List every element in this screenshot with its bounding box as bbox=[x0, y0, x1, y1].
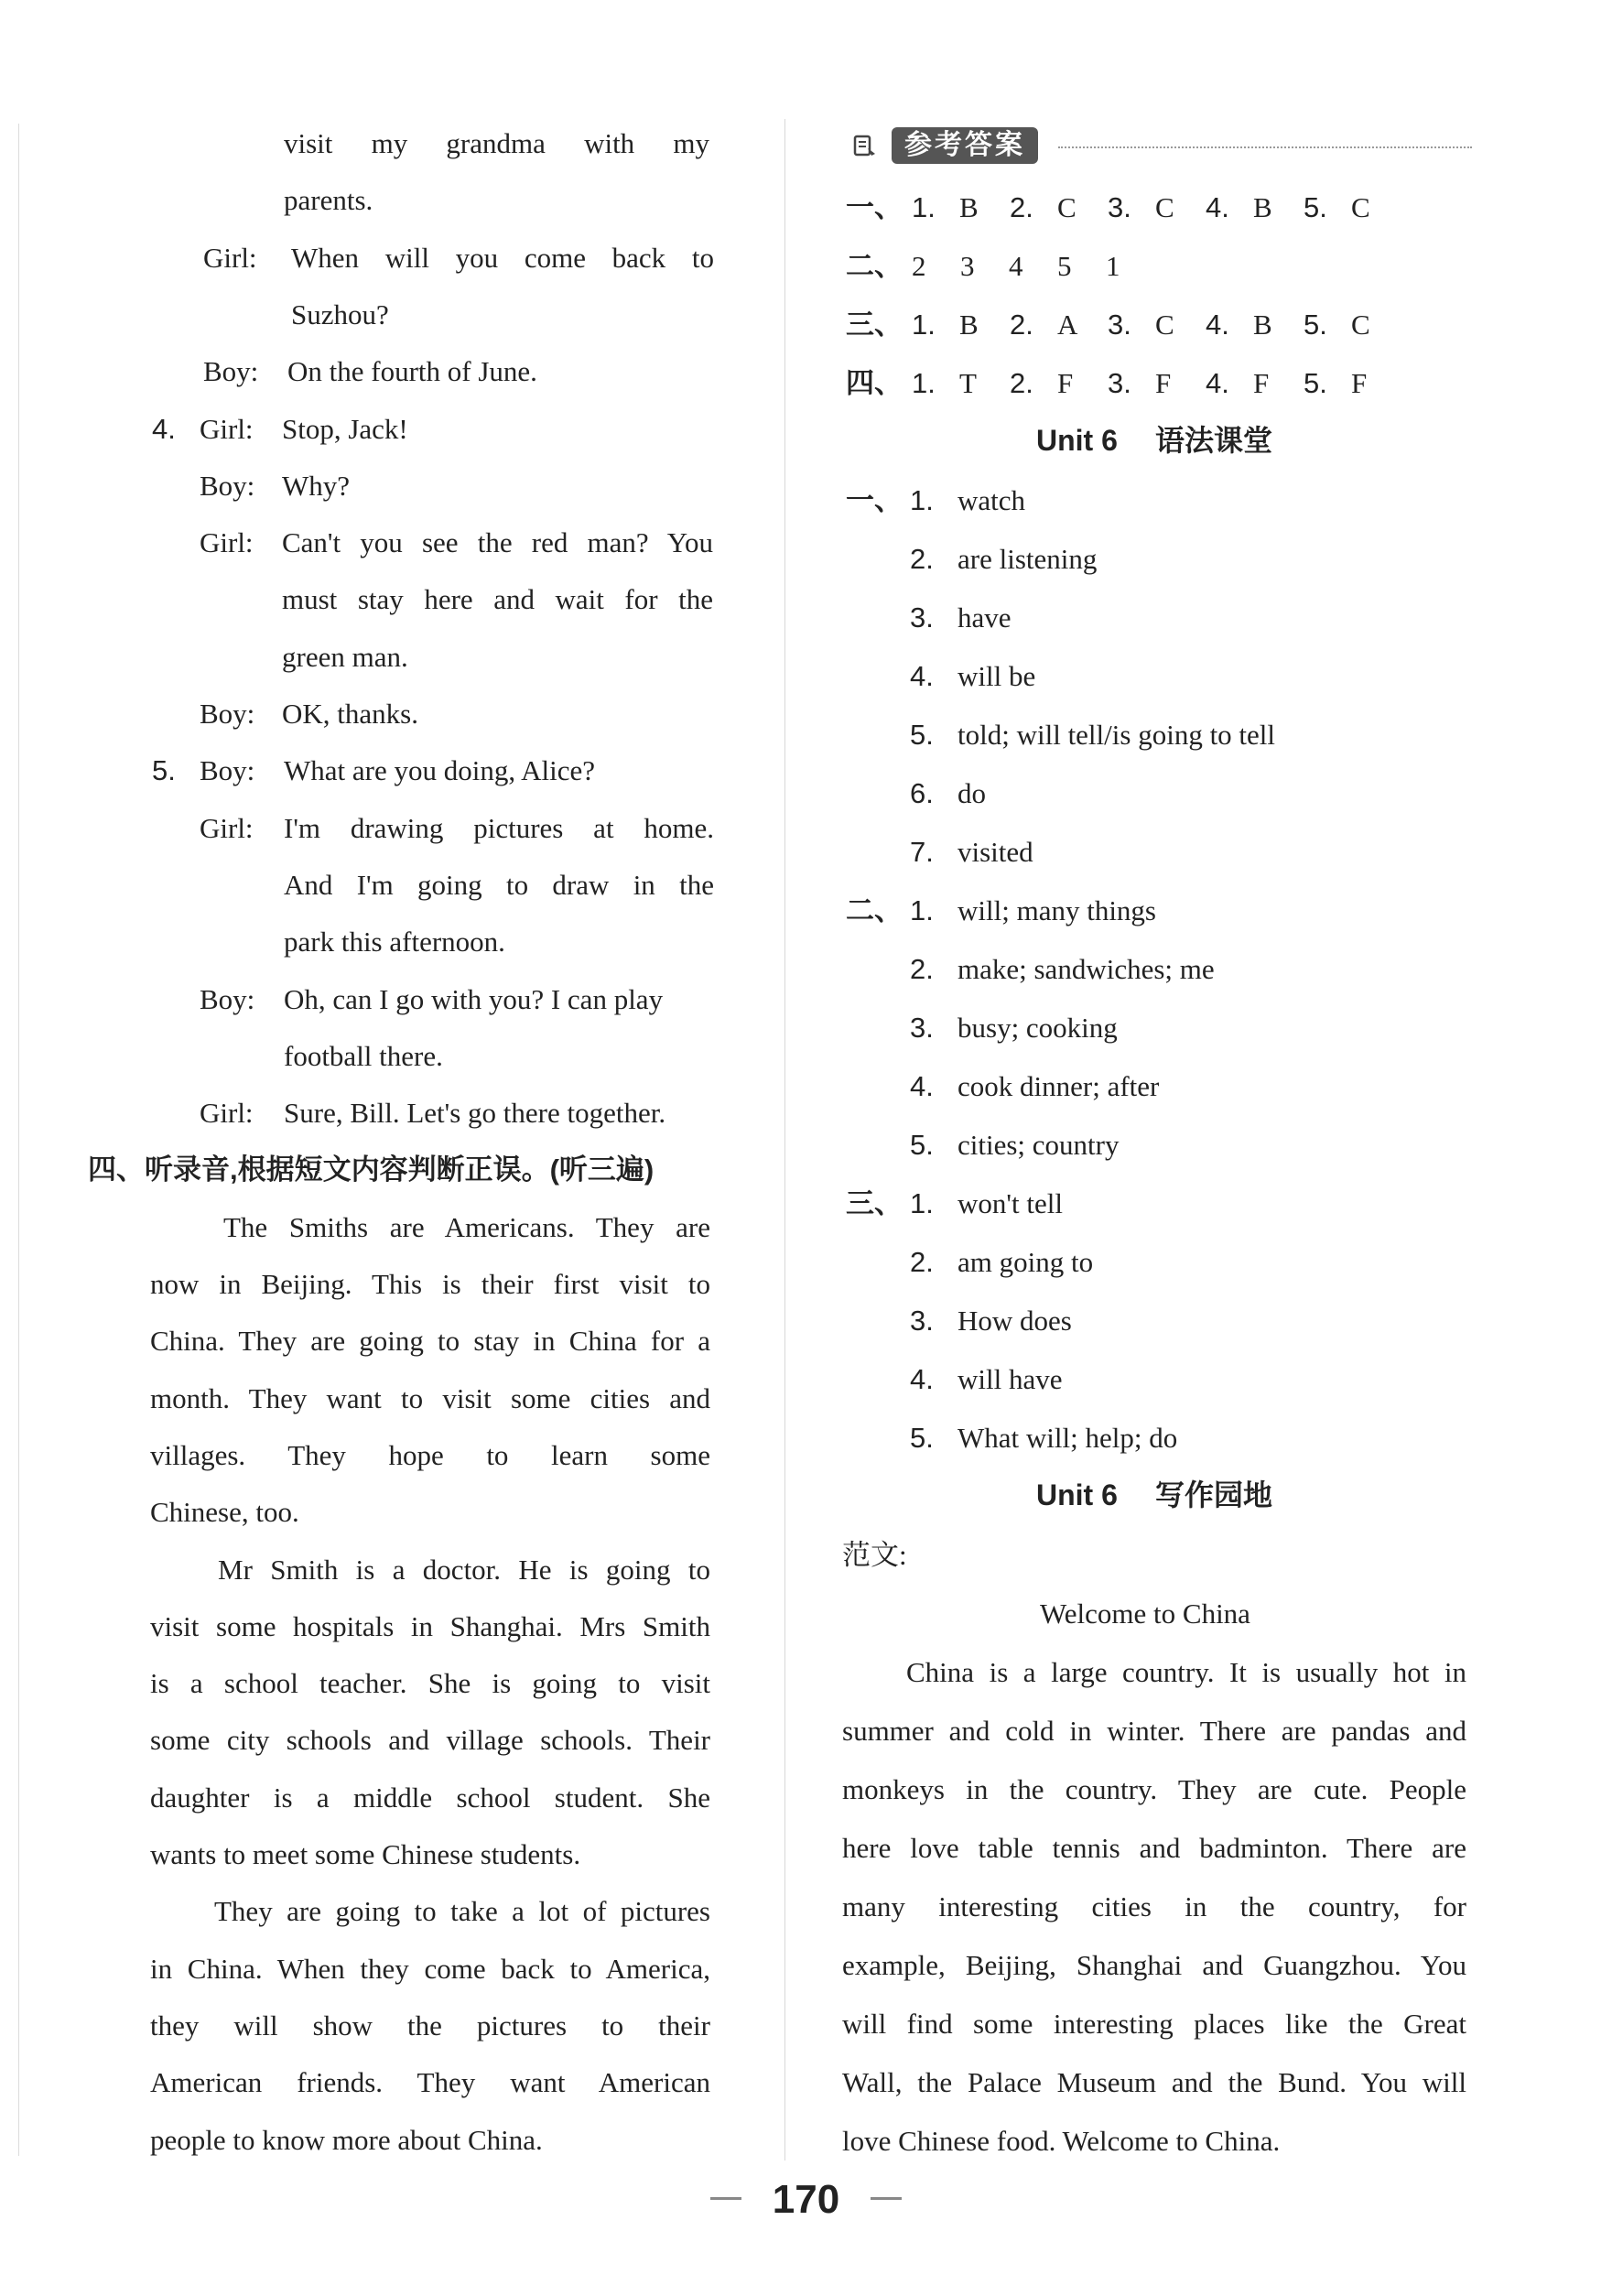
essay-line: monkeys in the country. They are cute. People bbox=[842, 1773, 1466, 1805]
answer-item: 2. bbox=[1010, 309, 1033, 341]
passage-line: Mr Smith is a doctor. He is going to bbox=[218, 1553, 710, 1586]
answer-item: C bbox=[1155, 309, 1174, 341]
header-dotted-line bbox=[1058, 146, 1472, 148]
speaker-label: Girl: bbox=[200, 811, 254, 844]
dialogue-line: Sure, Bill. Let's go there together. bbox=[284, 1097, 666, 1130]
passage-line: is a school teacher. She is going to visit bbox=[150, 1667, 710, 1700]
grammar-item-number: 5. bbox=[910, 1422, 934, 1454]
answer-section-label: 四、 bbox=[846, 367, 903, 399]
dialogue-line: visit my grandma with my bbox=[284, 127, 709, 159]
answer-item: F bbox=[1155, 367, 1172, 399]
essay-line: here love table tennis and badminton. There are bbox=[842, 1832, 1466, 1864]
passage-line: daughter is a middle school student. She bbox=[150, 1781, 710, 1814]
answer-section-label: 二、 bbox=[846, 250, 903, 282]
answer-item: 4. bbox=[1206, 191, 1229, 223]
dialogue-line: On the fourth of June. bbox=[287, 355, 537, 388]
answer-item: F bbox=[1253, 367, 1270, 399]
answer-item: T bbox=[959, 367, 977, 399]
passage-line: The Smiths are Americans. They are bbox=[223, 1210, 710, 1243]
grammar-item-number: 6. bbox=[910, 777, 934, 809]
page-number: 170 bbox=[772, 2177, 840, 2222]
essay-line: many interesting cities in the country, for bbox=[842, 1890, 1466, 1922]
answer-item: B bbox=[1253, 191, 1272, 223]
answer-item: 3. bbox=[1108, 309, 1131, 341]
answer-section-label: 一、 bbox=[846, 191, 903, 223]
answer-item: B bbox=[959, 191, 979, 223]
dialogue-line: Suzhou? bbox=[291, 298, 389, 330]
grammar-item-number: 2. bbox=[910, 1246, 934, 1278]
dialogue-number: 5. bbox=[152, 754, 176, 787]
grammar-section-label: 二、 bbox=[846, 894, 903, 926]
grammar-item-text: cities; country bbox=[957, 1129, 1120, 1161]
answer-item: F bbox=[1351, 367, 1368, 399]
passage-line: now in Beijing. This is their first visit to bbox=[150, 1268, 710, 1300]
left-margin-rule bbox=[18, 124, 19, 2156]
speaker-label: Girl: bbox=[200, 526, 254, 559]
answer-item: A bbox=[1057, 309, 1078, 341]
dialogue-line: football there. bbox=[284, 1039, 443, 1072]
answer-item: 5. bbox=[1304, 309, 1327, 341]
dialogue-line: green man. bbox=[282, 640, 408, 673]
grammar-item-number: 4. bbox=[910, 1363, 934, 1395]
essay-line: will find some interesting places like the Great bbox=[842, 2008, 1466, 2040]
passage-line: in China. When they come back to America, bbox=[150, 1952, 710, 1985]
passage-line: wants to meet some Chinese students. bbox=[150, 1838, 581, 1870]
answer-item: B bbox=[1253, 309, 1272, 341]
grammar-item-text: visited bbox=[957, 836, 1033, 868]
passage-line: villages. They hope to learn some bbox=[150, 1438, 710, 1471]
grammar-item-number: 1. bbox=[910, 484, 934, 516]
passage-line: American friends. They want American bbox=[150, 2066, 710, 2099]
grammar-item-text: am going to bbox=[957, 1246, 1094, 1278]
grammar-item-text: What will; help; do bbox=[957, 1422, 1178, 1454]
grammar-item-text: make; sandwiches; me bbox=[957, 953, 1215, 985]
grammar-section-label: 一、 bbox=[846, 484, 903, 516]
section-heading: 四、听录音,根据短文内容判断正误。(听三遍) bbox=[88, 1153, 655, 1186]
speaker-label: Girl: bbox=[200, 1097, 254, 1130]
speaker-label: Boy: bbox=[200, 698, 255, 730]
grammar-item-text: do bbox=[957, 777, 986, 809]
answer-item: 2. bbox=[1010, 191, 1033, 223]
dialogue-line: What are you doing, Alice? bbox=[284, 754, 596, 787]
grammar-item-number: 3. bbox=[910, 1012, 934, 1044]
grammar-section-label: 三、 bbox=[846, 1187, 903, 1219]
answer-section-label: 三、 bbox=[846, 309, 903, 341]
grammar-item-number: 2. bbox=[910, 953, 934, 985]
grammar-item-text: are listening bbox=[957, 543, 1098, 575]
essay-title: Welcome to China bbox=[1040, 1597, 1250, 1630]
answer-item: 3 bbox=[960, 250, 975, 282]
writing-heading-title: 写作园地 bbox=[1155, 1478, 1273, 1512]
passage-line: people to know more about China. bbox=[150, 2123, 543, 2156]
dialogue-line: Can't you see the red man? You bbox=[282, 526, 713, 559]
dialogue-number: 4. bbox=[152, 412, 176, 445]
speaker-label: Girl: bbox=[203, 241, 257, 274]
dialogue-line: I'm drawing pictures at home. bbox=[284, 811, 714, 844]
grammar-heading-title: 语法课堂 bbox=[1155, 423, 1273, 458]
answer-item: 1 bbox=[1106, 250, 1120, 282]
grammar-item-text: How does bbox=[957, 1305, 1072, 1337]
answer-item: 4. bbox=[1206, 367, 1229, 399]
essay-line: summer and cold in winter. There are pandas and bbox=[842, 1715, 1466, 1747]
essay-line: China is a large country. It is usually hot in bbox=[906, 1656, 1466, 1688]
dialogue-line: And I'm going to draw in the bbox=[284, 868, 714, 901]
answer-item: 5. bbox=[1304, 191, 1327, 223]
answer-item: 4 bbox=[1009, 250, 1023, 282]
answer-item: 1. bbox=[912, 309, 936, 341]
grammar-heading-unit: Unit 6 bbox=[1036, 424, 1118, 457]
answer-item: B bbox=[959, 309, 979, 341]
speaker-label: Girl: bbox=[200, 412, 254, 445]
sample-label: 范文: bbox=[842, 1539, 907, 1571]
answer-item: 2 bbox=[912, 250, 926, 282]
grammar-item-number: 4. bbox=[910, 1070, 934, 1102]
grammar-item-number: 2. bbox=[910, 543, 934, 575]
answer-item: C bbox=[1351, 191, 1370, 223]
speaker-label: Boy: bbox=[200, 982, 255, 1015]
answer-item: C bbox=[1155, 191, 1174, 223]
dialogue-line: Oh, can I go with you? I can play bbox=[284, 982, 664, 1015]
grammar-item-number: 4. bbox=[910, 660, 934, 692]
answer-item: 5. bbox=[1304, 367, 1327, 399]
dialogue-line: When will you come back to bbox=[291, 241, 714, 274]
answer-item: 4. bbox=[1206, 309, 1229, 341]
grammar-item-number: 3. bbox=[910, 601, 934, 634]
answer-item: 3. bbox=[1108, 191, 1131, 223]
grammar-item-text: will be bbox=[957, 660, 1036, 692]
grammar-item-text: will have bbox=[957, 1363, 1063, 1395]
grammar-item-text: cook dinner; after bbox=[957, 1070, 1160, 1102]
answer-item: 1. bbox=[912, 367, 936, 399]
column-divider bbox=[784, 119, 785, 2161]
dialogue-line: Why? bbox=[282, 469, 351, 502]
page-number-dash-right bbox=[871, 2197, 902, 2200]
answer-item: C bbox=[1351, 309, 1370, 341]
answer-key-badge: 参考答案 bbox=[892, 127, 1038, 164]
passage-line: They are going to take a lot of pictures bbox=[214, 1895, 710, 1928]
grammar-item-number: 5. bbox=[910, 719, 934, 751]
answer-item: 3. bbox=[1108, 367, 1131, 399]
passage-line: some city schools and village schools. Their bbox=[150, 1724, 710, 1757]
grammar-item-text: have bbox=[957, 601, 1012, 634]
passage-line: visit some hospitals in Shanghai. Mrs Smith bbox=[150, 1609, 710, 1642]
speaker-label: Boy: bbox=[203, 355, 259, 388]
essay-line: love Chinese food. Welcome to China. bbox=[842, 2125, 1281, 2157]
passage-line: they will show the pictures to their bbox=[150, 2009, 710, 2041]
grammar-item-number: 1. bbox=[910, 894, 934, 926]
grammar-item-number: 5. bbox=[910, 1129, 934, 1161]
dialogue-line: parents. bbox=[284, 184, 373, 217]
dialogue-line: park this afternoon. bbox=[284, 926, 505, 958]
essay-line: example, Beijing, Shanghai and Guangzhou. You bbox=[842, 1949, 1466, 1981]
grammar-item-text: will; many things bbox=[957, 894, 1156, 926]
dialogue-line: Stop, Jack! bbox=[282, 412, 408, 445]
answer-item: C bbox=[1057, 191, 1076, 223]
answer-item: F bbox=[1057, 367, 1074, 399]
book-icon bbox=[853, 134, 877, 157]
answer-item: 2. bbox=[1010, 367, 1033, 399]
answer-item: 5 bbox=[1057, 250, 1072, 282]
dialogue-line: must stay here and wait for the bbox=[282, 583, 713, 616]
grammar-item-number: 7. bbox=[910, 836, 934, 868]
passage-line: China. They are going to stay in China for a bbox=[150, 1325, 710, 1358]
grammar-item-text: told; will tell/is going to tell bbox=[957, 719, 1276, 751]
passage-line: month. They want to visit some cities and bbox=[150, 1381, 710, 1414]
essay-line: Wall, the Palace Museum and the Bund. You will bbox=[842, 2066, 1466, 2098]
speaker-label: Boy: bbox=[200, 469, 255, 502]
speaker-label: Boy: bbox=[200, 754, 255, 787]
writing-heading-unit: Unit 6 bbox=[1036, 1478, 1118, 1511]
grammar-item-text: busy; cooking bbox=[957, 1012, 1118, 1044]
passage-line: Chinese, too. bbox=[150, 1496, 299, 1529]
grammar-item-number: 1. bbox=[910, 1187, 934, 1219]
dialogue-line: OK, thanks. bbox=[282, 698, 418, 730]
grammar-item-text: watch bbox=[957, 484, 1026, 516]
grammar-item-text: won't tell bbox=[957, 1187, 1063, 1219]
answer-item: 1. bbox=[912, 191, 936, 223]
grammar-item-number: 3. bbox=[910, 1305, 934, 1337]
